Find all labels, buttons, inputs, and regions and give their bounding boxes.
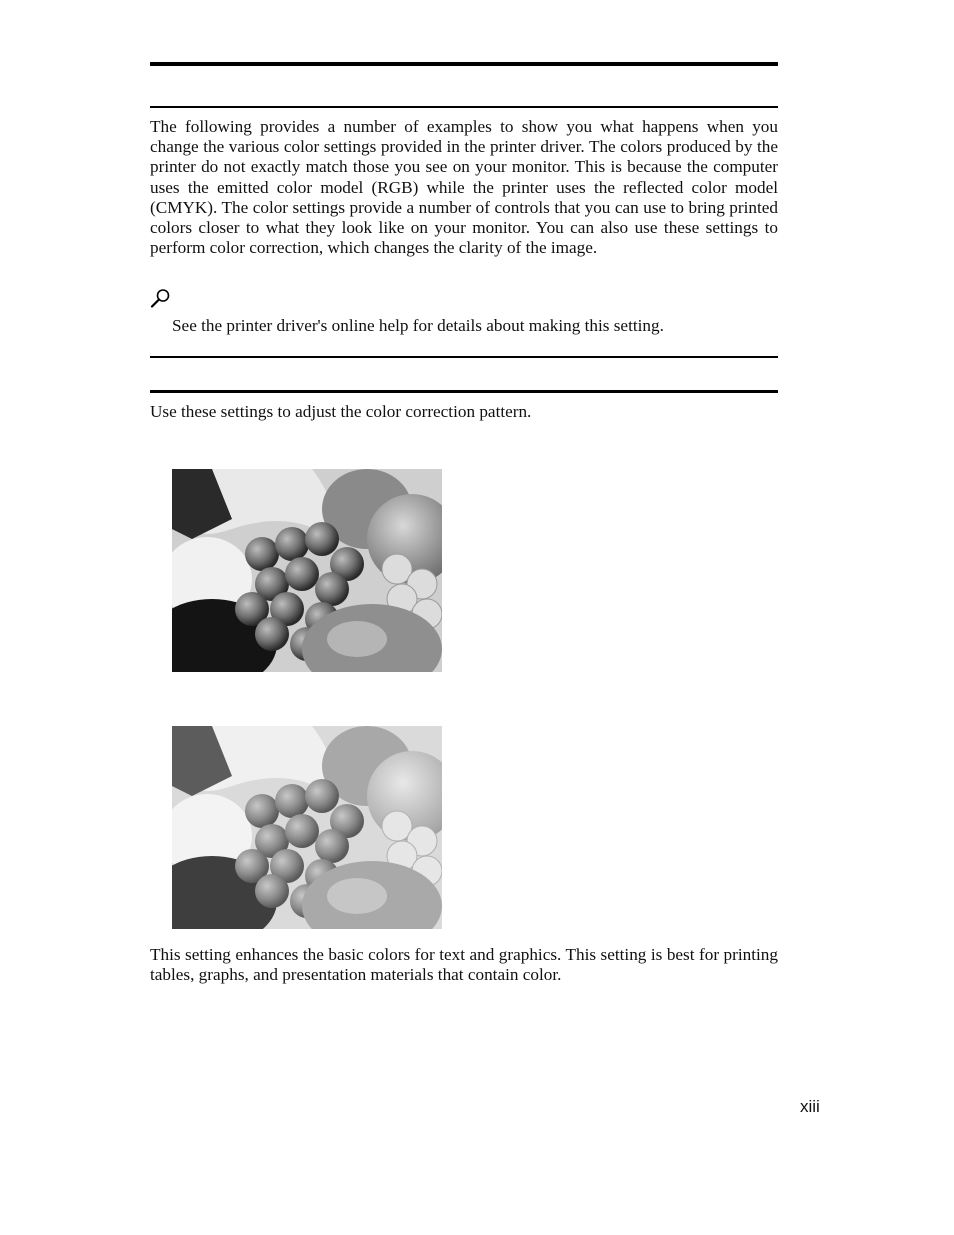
fruit-photo-high-contrast [172, 469, 442, 672]
magnifier-icon [150, 288, 172, 308]
closing-paragraph: This setting enhances the basic colors for text and graphics. This setting is best for printing tables, graphs, and presentation materials that contain color. [150, 945, 778, 985]
section-intro-text: Use these settings to adjust the color correction pattern. [150, 402, 532, 421]
subheading-rule [150, 106, 778, 108]
note-text: See the printer driver's online help for details about making this setting. [172, 316, 664, 335]
page-number: xiii [800, 1097, 820, 1116]
section-rule-1 [150, 356, 778, 358]
intro-paragraph: The following provides a number of examples to show you what happens when you change the various color settings provided in the printer driver. The colors produced by the printer do not exactly match those you see on your monitor. This is because the computer uses the emitted color model (RGB) while the printer uses the reflected color model (CMYK). The color settings provide a number of controls that you can use to bring printed colors closer to what they look like on your monitor. You can also use these settings to perform color correction, which changes the clarity of the image. [150, 117, 778, 258]
top-heading-rule [150, 62, 778, 66]
section-rule-2 [150, 390, 778, 393]
fruit-photo-low-contrast [172, 726, 442, 929]
